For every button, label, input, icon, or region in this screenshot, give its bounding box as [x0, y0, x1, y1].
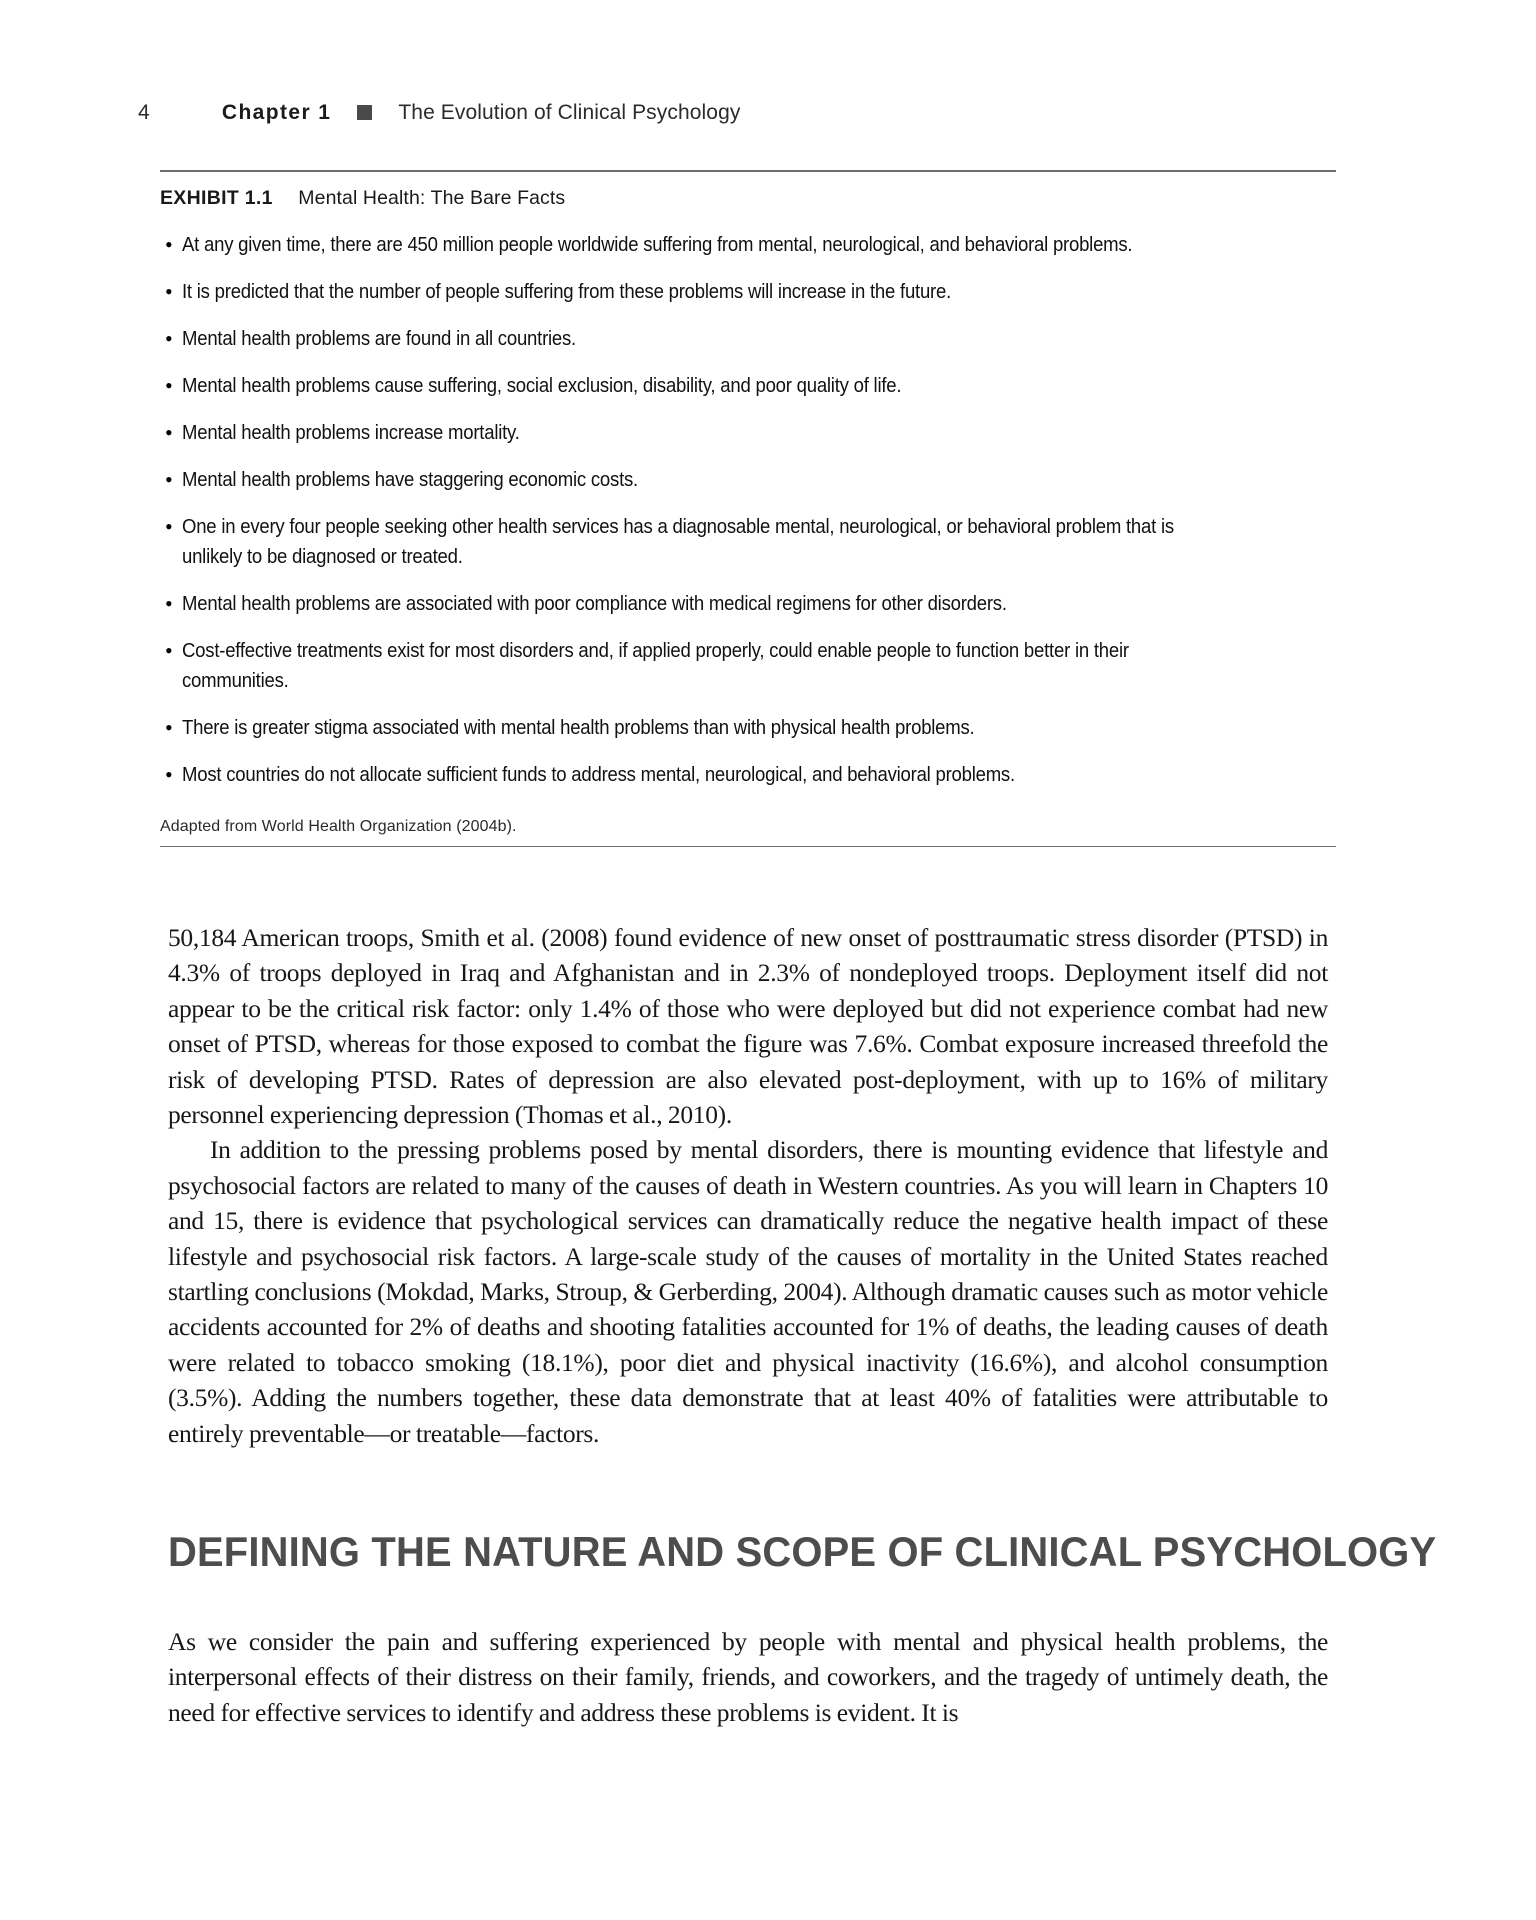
section-body-block — [168, 1624, 1328, 1730]
list-item — [160, 589, 1336, 619]
list-item — [160, 324, 1336, 354]
chapter-title: The Evolution of Clinical Psychology — [398, 101, 741, 124]
body-text-block — [168, 920, 1328, 1451]
list-item — [160, 230, 1336, 260]
exhibit-top-rule — [160, 170, 1336, 172]
list-item — [160, 418, 1336, 448]
bullet-dot-icon: • — [165, 373, 173, 398]
bullet-dot-icon: • — [165, 232, 173, 257]
bullet-dot-icon: • — [165, 715, 173, 740]
list-item — [160, 713, 1336, 743]
list-item-text: Mental health problems are associated with poor compliance with medical regimens for other disorders. — [182, 592, 1007, 615]
list-item-text: Cost-effective treatments exist for most disorders and, if applied properly, could enable people to function better in their communities. — [182, 639, 1129, 692]
exhibit-source-note: Adapted from World Health Organization (2004b). — [160, 818, 517, 835]
bullet-dot-icon: • — [165, 467, 173, 492]
list-item — [160, 371, 1336, 401]
section-heading: DEFINING THE NATURE AND SCOPE OF CLINICAL PSYCHOLOGY — [168, 1528, 1437, 1575]
bullet-dot-icon: • — [165, 591, 173, 616]
list-item-text: Most countries do not allocate sufficient funds to address mental, neurological, and behavioral problems. — [182, 763, 1015, 786]
running-head — [138, 96, 1238, 130]
list-item-text: There is greater stigma associated with mental health problems than with physical health problems. — [182, 716, 975, 739]
exhibit-label: EXHIBIT 1.1 — [160, 187, 273, 209]
list-item — [160, 636, 1336, 696]
bullet-dot-icon: • — [165, 420, 173, 445]
list-item-text: It is predicted that the number of people suffering from these problems will increase in the future. — [182, 280, 952, 303]
exhibit-box — [160, 170, 1336, 847]
exhibit-title: Mental Health: The Bare Facts — [298, 187, 566, 209]
list-item-text: One in every four people seeking other health services has a diagnosable mental, neurological, or behavioral problem that is unlikely to be diagnosed or treated. — [182, 515, 1174, 568]
list-item-text: Mental health problems cause suffering, social exclusion, disability, and poor quality of life. — [182, 374, 902, 397]
list-item-text: At any given time, there are 450 million people worldwide suffering from mental, neurological, and behavioral problems. — [182, 233, 1133, 256]
list-item-text: Mental health problems have staggering economic costs. — [182, 468, 638, 491]
chapter-label: Chapter 1 — [221, 101, 332, 124]
bullet-dot-icon: • — [165, 638, 173, 663]
list-item — [160, 465, 1336, 495]
page-number: 4 — [138, 101, 150, 124]
list-item — [160, 760, 1336, 790]
list-item — [160, 512, 1336, 572]
list-item-text: Mental health problems increase mortality. — [182, 421, 520, 444]
bullet-dot-icon: • — [165, 326, 173, 351]
section-paragraph: As we consider the pain and suffering experienced by people with mental and physical health problems, the interpersonal effects of their distress on their family, friends, and coworkers, and the tragedy of untimely death, the need for effective services to identify and address these problems is evident. It is — [168, 1627, 1328, 1727]
list-item — [160, 277, 1336, 307]
exhibit-bullet-list — [160, 230, 1336, 790]
body-paragraph-1: 50,184 American troops, Smith et al. (2008) found evidence of new onset of posttraumatic stress disorder (PTSD) in 4.3% of troops deployed in Iraq and Afghanistan and in 2.3% of nondeployed troops. Deployment itself did not appear to be the critical risk factor: only 1.4% of those who were deployed but did not experience combat had new onset of PTSD, whereas for those exposed to combat the figure was 7.6%. Combat exposure increased threefold the risk of developing PTSD. Rates of depression are also elevated post-deployment, with up to 16% of military personnel experiencing depression (Thomas et al., 2010). — [168, 923, 1328, 1130]
exhibit-bottom-rule — [160, 846, 1336, 847]
bullet-dot-icon: • — [165, 762, 173, 787]
bullet-dot-icon: • — [165, 279, 173, 304]
body-paragraph-2: In addition to the pressing problems posed by mental disorders, there is mounting evidence that lifestyle and psychosocial factors are related to many of the causes of death in Western countries. As you will learn in Chapters 10 and 15, there is evidence that psychological services can dramatically reduce the negative health impact of these lifestyle and psychosocial risk factors. A large-scale study of the causes of mortality in the United States reached startling conclusions (Mokdad, Marks, Stroup, & Gerberding, 2004). Although dramatic causes such as motor vehicle accidents accounted for 2% of deaths and shooting fatalities accounted for 1% of deaths, the leading causes of death were related to tobacco smoking (18.1%), poor diet and physical inactivity (16.6%), and alcohol consumption (3.5%). Adding the numbers together, these data demonstrate that at least 40% of fatalities were attributable to entirely preventable—or treatable—factors. — [168, 1135, 1328, 1448]
bullet-dot-icon: • — [165, 514, 173, 539]
list-item-text: Mental health problems are found in all countries. — [182, 327, 576, 350]
square-bullet-icon — [357, 105, 372, 120]
exhibit-heading — [160, 187, 1336, 210]
